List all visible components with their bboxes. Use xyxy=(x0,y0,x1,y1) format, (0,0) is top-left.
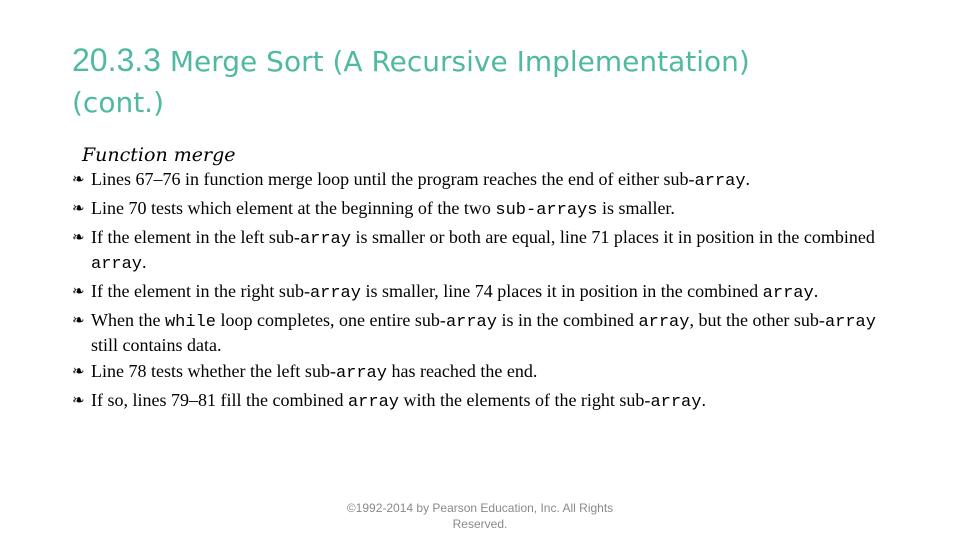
function-heading: Function merge xyxy=(82,144,236,166)
bullet-text: Lines 67–76 in function merge loop until the program reaches the end of either sub- xyxy=(91,169,695,189)
code-term: array xyxy=(762,284,814,303)
code-term: array xyxy=(91,255,143,274)
fleuron-bullet-icon: ❧ xyxy=(72,362,85,380)
fleuron-bullet-icon: ❧ xyxy=(72,170,85,188)
bullet-text: Line 78 tests whether the left sub- xyxy=(91,361,336,381)
code-term: while xyxy=(164,313,216,332)
code-term: array xyxy=(694,172,746,191)
copyright-line-2: Reserved. xyxy=(452,517,508,531)
fleuron-bullet-icon: ❧ xyxy=(72,311,85,329)
bullet-text: . xyxy=(813,281,819,301)
code-term: array xyxy=(650,393,702,412)
bullet-item xyxy=(72,360,892,385)
bullet-text: Line 70 tests which element at the beginning of the two xyxy=(91,198,496,218)
fleuron-bullet-icon: ❧ xyxy=(72,391,85,409)
bullet-text: , but the other sub- xyxy=(689,310,825,330)
bullet-text: When the xyxy=(91,310,165,330)
copyright-footer xyxy=(330,500,630,532)
bullet-text: . xyxy=(701,390,706,410)
bullet-item xyxy=(72,168,892,193)
slide-content xyxy=(72,142,892,418)
bullet-text: If so, lines 79–81 fill the combined xyxy=(91,390,348,410)
bullet-text: still contains data. xyxy=(91,335,222,355)
bullet-text: loop completes, one entire sub- xyxy=(215,310,446,330)
bullet-item xyxy=(72,226,892,276)
copyright-line-1: ©1992-2014 by Pearson Education, Inc. All Rights xyxy=(346,501,614,515)
bullet-text: If the element in the right sub- xyxy=(91,281,310,301)
bullet-list xyxy=(72,168,892,414)
bullet-text: is smaller, line 74 places it in position in the combined xyxy=(360,281,763,301)
bullet-item xyxy=(72,309,892,356)
section-number: 20.3.3 xyxy=(72,42,161,78)
code-term: array xyxy=(347,393,399,412)
fleuron-bullet-icon: ❧ xyxy=(72,199,85,217)
title-continuation: (cont.) xyxy=(72,86,164,119)
slide-title xyxy=(72,40,892,123)
bullet-item xyxy=(72,389,892,414)
code-term: array xyxy=(309,284,361,303)
bullet-text: . xyxy=(142,252,147,272)
code-term: array xyxy=(445,313,497,332)
bullet-text: is in the combined xyxy=(496,310,639,330)
bullet-item xyxy=(72,280,892,305)
bullet-item xyxy=(72,197,892,222)
bullet-text: has reached the end. xyxy=(386,361,538,381)
bullet-text: . xyxy=(745,169,751,189)
code-term: array xyxy=(335,364,387,383)
code-term: array xyxy=(299,230,351,249)
code-term: array xyxy=(824,313,876,332)
title-text: Merge Sort (A Recursive Implementation) xyxy=(160,45,750,78)
fleuron-bullet-icon: ❧ xyxy=(72,228,85,246)
code-term: sub-arrays xyxy=(495,201,598,220)
bullet-text: If the element in the left sub- xyxy=(91,227,300,247)
fleuron-bullet-icon: ❧ xyxy=(72,282,85,300)
bullet-text: is smaller. xyxy=(597,198,675,218)
bullet-text: with the elements of the right sub- xyxy=(398,390,651,410)
code-term: array xyxy=(638,313,690,332)
bullet-text: is smaller or both are equal, line 71 places it in position in the combined xyxy=(350,227,875,247)
